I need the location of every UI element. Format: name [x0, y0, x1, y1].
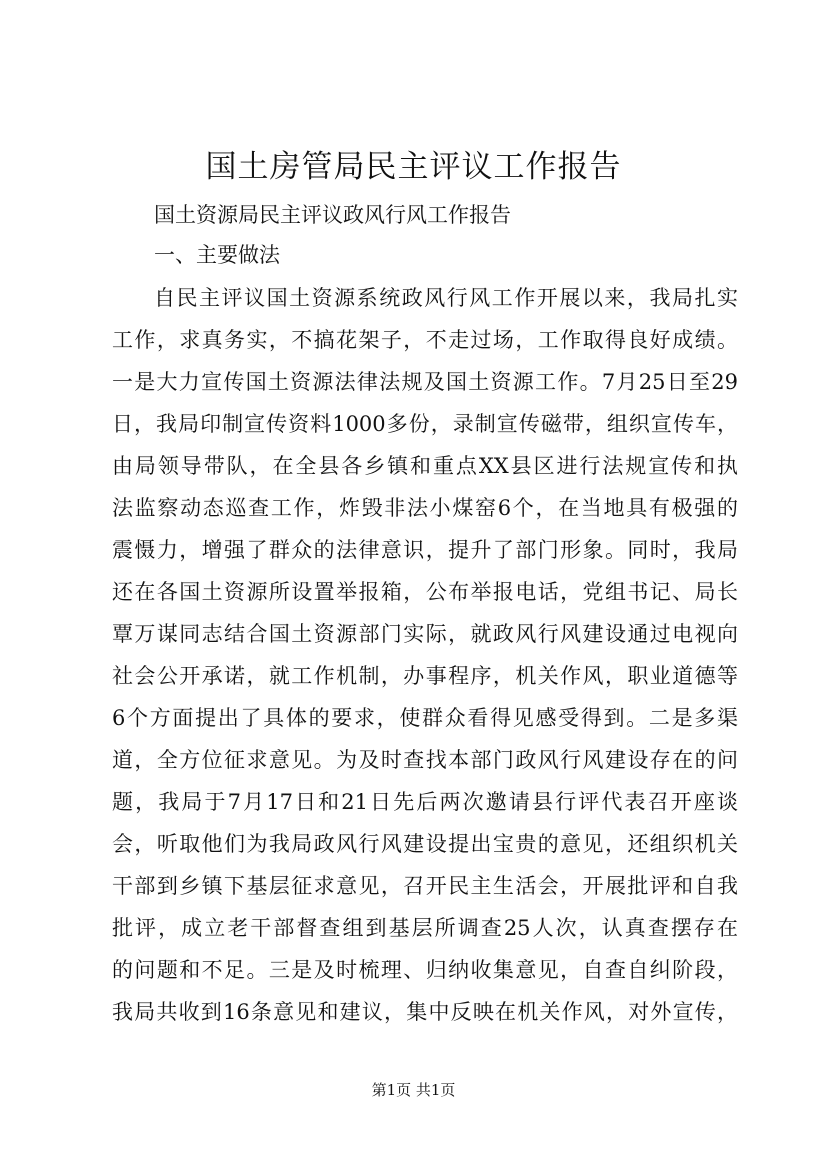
paragraph-line: 我局共收到16条意见和建议，集中反映在机关作风，对外宣传，	[112, 1000, 738, 1024]
paragraph-line: 法监察动态巡查工作，炸毁非法小煤窑6个，在当地具有极强的	[112, 496, 738, 520]
paragraph-line: 震慑力，增强了群众的法律意识，提升了部门形象。同时，我局	[112, 538, 738, 562]
paragraph-line: 批评，成立老干部督查组到基层所调查25人次，认真查摆存在	[112, 916, 738, 940]
paragraph-line: 的问题和不足。三是及时梳理、归纳收集意见，自查自纠阶段，	[112, 958, 738, 982]
paragraph-line: 道，全方位征求意见。为及时查找本部门政风行风建设存在的问	[112, 748, 738, 772]
page-footer: 第1页 共1页	[371, 1081, 456, 1099]
paragraph-line: 6个方面提出了具体的要求，使群众看得见感受得到。二是多渠	[112, 706, 738, 730]
paragraph-line: 日，我局印制宣传资料1000多份，录制宣传磁带，组织宣传车，	[112, 412, 738, 436]
paragraph-line: 由局领导带队，在全县各乡镇和重点XX县区进行法规宣传和执	[112, 454, 738, 478]
paragraph-line: 题，我局于7月17日和21日先后两次邀请县行评代表召开座谈	[112, 790, 738, 814]
paragraph-line: 还在各国土资源所设置举报箱，公布举报电话，党组书记、局长	[112, 580, 738, 604]
document-title: 国土房管局民主评议工作报告	[205, 149, 622, 185]
section-heading: 一、主要做法	[154, 243, 280, 267]
paragraph-line: 一是大力宣传国土资源法律法规及国土资源工作。7月25日至29	[112, 370, 738, 394]
paragraph-line: 社会公开承诺，就工作机制，办事程序，机关作风，职业道德等	[112, 664, 738, 688]
paragraph-line: 覃万谋同志结合国土资源部门实际，就政风行风建设通过电视向	[112, 622, 738, 646]
paragraph-line: 干部到乡镇下基层征求意见，召开民主生活会，开展批评和自我	[112, 874, 738, 898]
paragraph-line: 自民主评议国土资源系统政风行风工作开展以来，我局扎实	[154, 286, 738, 310]
paragraph-line: 会，听取他们为我局政风行风建设提出宝贵的意见，还组织机关	[112, 832, 738, 856]
paragraph-line: 工作，求真务实，不搞花架子，不走过场，工作取得良好成绩。	[112, 328, 738, 352]
document-subtitle: 国土资源局民主评议政风行风工作报告	[154, 203, 511, 227]
